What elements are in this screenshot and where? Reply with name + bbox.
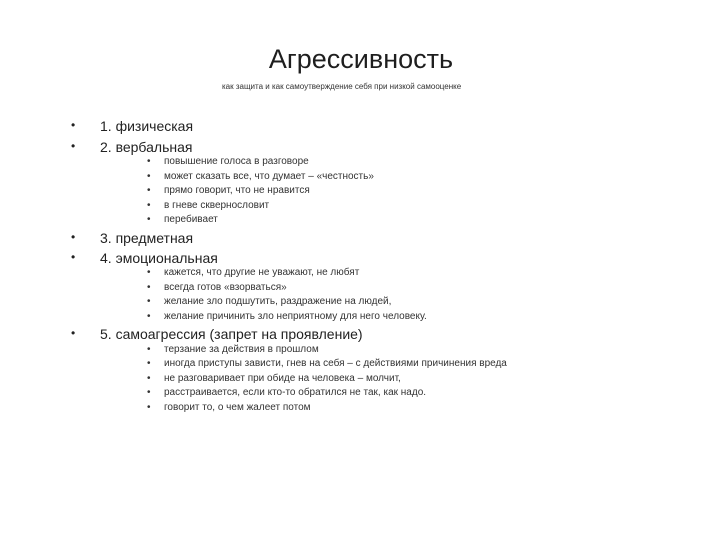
- bullet-icon: •: [147, 171, 151, 182]
- sub-list-item: [147, 171, 374, 182]
- list-item: [71, 326, 363, 342]
- bullet-icon: •: [147, 282, 151, 293]
- sub-list-item: [147, 358, 507, 369]
- subitem-label: желание зло подшутить, раздражение на людей,: [164, 296, 392, 307]
- bullet-icon: •: [147, 358, 151, 369]
- bullet-icon: •: [147, 214, 151, 225]
- sub-list-item: [147, 402, 311, 413]
- item-label: 2. вербальная: [100, 139, 193, 155]
- list-item: [71, 250, 218, 266]
- bullet-icon: •: [147, 387, 151, 398]
- subitem-label: желание причинить зло неприятному для него человеку.: [164, 311, 427, 322]
- subitem-label: не разговаривает при обиде на человека – молчит,: [164, 373, 401, 384]
- sub-list-item: [147, 185, 310, 196]
- subitem-label: говорит то, о чем жалеет потом: [164, 402, 311, 413]
- bullet-icon: •: [71, 230, 76, 244]
- bullet-icon: •: [71, 326, 76, 340]
- item-label: 3. предметная: [100, 230, 194, 246]
- subitem-label: кажется, что другие не уважают, не любят: [164, 267, 360, 278]
- subitem-label: расстраивается, если кто-то обратился не так, как надо.: [164, 387, 427, 398]
- subitem-label: иногда приступы зависти, гнев на себя – с действиями причинения вреда: [164, 358, 507, 369]
- bullet-icon: •: [147, 200, 151, 211]
- bullet-icon: •: [147, 296, 151, 307]
- subitem-label: терзание за действия в прошлом: [164, 344, 319, 355]
- sub-list-item: [147, 282, 287, 293]
- subitem-label: в гневе сквернословит: [164, 200, 270, 211]
- slide-title: Агрессивность: [268, 44, 454, 74]
- sub-list-item: [147, 214, 218, 225]
- list-item: [71, 118, 194, 134]
- bullet-icon: •: [147, 156, 151, 167]
- bullet-icon: •: [71, 139, 76, 153]
- sub-list-item: [147, 200, 270, 211]
- sub-list-item: [147, 311, 427, 322]
- sub-list-item: [147, 267, 360, 278]
- bullet-icon: •: [147, 267, 151, 278]
- sub-list-item: [147, 344, 319, 355]
- item-label: 4. эмоциональная: [100, 250, 218, 266]
- subitem-label: перебивает: [164, 214, 218, 225]
- bullet-icon: •: [147, 185, 151, 196]
- list-item: [71, 139, 193, 155]
- item-label: 1. физическая: [100, 118, 194, 134]
- item-label: 5. самоагрессия (запрет на проявление): [100, 326, 363, 342]
- subitem-label: прямо говорит, что не нравится: [164, 185, 310, 196]
- bullet-icon: •: [71, 250, 76, 264]
- slide-subtitle: как защита и как самоутверждение себя при низкой самооценке: [222, 82, 462, 91]
- bullet-icon: •: [71, 118, 76, 132]
- subitem-label: может сказать все, что думает – «честность»: [164, 171, 374, 182]
- subitem-label: всегда готов «взорваться»: [164, 282, 287, 293]
- sub-list-item: [147, 373, 401, 384]
- sub-list-item: [147, 387, 427, 398]
- sub-list-item: [147, 156, 309, 167]
- list-item: [71, 230, 194, 246]
- sub-list-item: [147, 296, 392, 307]
- bullet-icon: •: [147, 344, 151, 355]
- bullet-icon: •: [147, 402, 151, 413]
- bullet-icon: •: [147, 373, 151, 384]
- bullet-icon: •: [147, 311, 151, 322]
- subitem-label: повышение голоса в разговоре: [164, 156, 309, 167]
